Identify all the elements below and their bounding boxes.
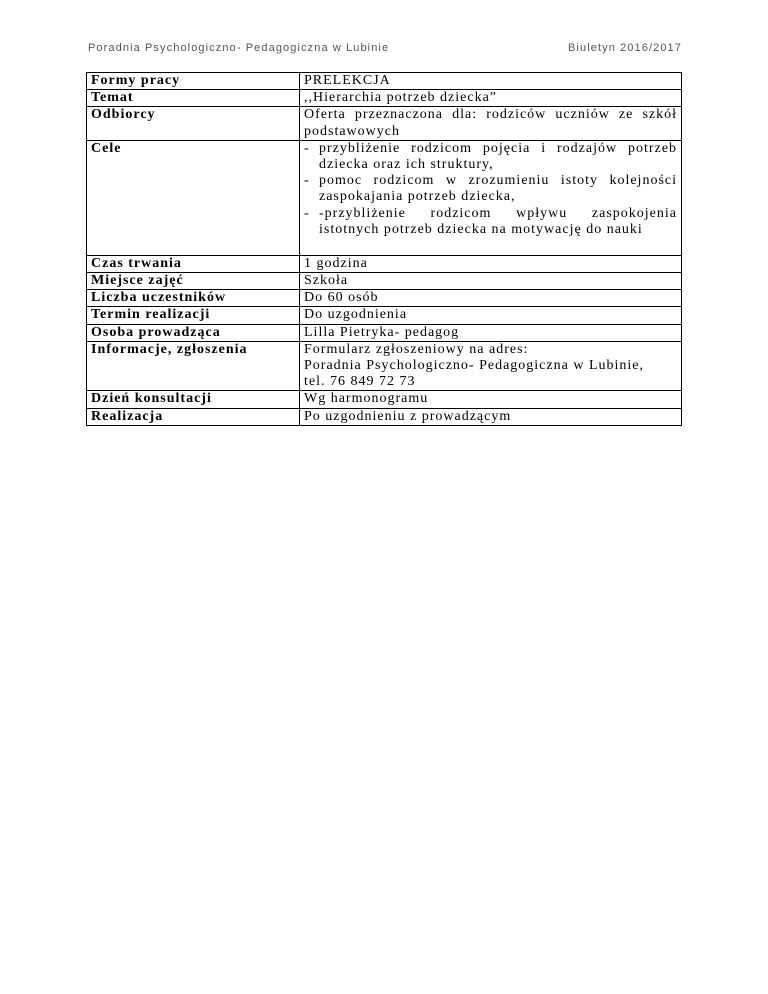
row-lead	[87, 324, 682, 341]
info-line-address: Poradnia Psychologiczno- Pedagogiczna w Lubinie,	[304, 358, 644, 374]
goal-bullet: -	[304, 205, 310, 221]
label-forms: Formy pracy	[87, 73, 300, 90]
header-institution: Poradnia Psychologiczno- Pedagogiczna w Lubinie	[88, 42, 390, 54]
row-realization	[87, 408, 682, 425]
row-audience	[87, 107, 682, 140]
value-realization: Po uzgodnieniu z prowadzącym	[300, 408, 682, 425]
label-lead: Osoba prowadząca	[87, 324, 300, 341]
goal-item	[304, 141, 677, 173]
label-duration: Czas trwania	[87, 255, 300, 272]
info-line-phone: tel. 76 849 72 73	[304, 374, 416, 390]
goal-text: pomoc rodzicom w zrozumieniu istoty kolejności zaspokajania potrzeb dziecka,	[319, 173, 677, 205]
value-consult: Wg harmonogramu	[300, 391, 682, 408]
row-participants	[87, 290, 682, 307]
goal-bullet: -	[304, 173, 310, 189]
value-place: Szkoła	[300, 273, 682, 290]
value-topic: ,,Hierarchia potrzeb dziecka”	[300, 90, 682, 107]
value-forms: PRELEKCJA	[300, 73, 682, 90]
goals-list	[304, 141, 677, 238]
value-audience: Oferta przeznaczona dla: rodziców uczniów ze szkół podstawowych	[300, 107, 682, 140]
row-duration	[87, 255, 682, 272]
row-forms	[87, 73, 682, 90]
row-info	[87, 341, 682, 391]
header-bulletin: Biuletyn 2016/2017	[568, 42, 682, 54]
goal-text: -przybliżenie rodzicom wpływu zaspokojenia istotnych potrzeb dziecka na motywację do nauki	[319, 205, 677, 237]
goal-item	[304, 173, 677, 205]
label-realization: Realizacja	[87, 408, 300, 425]
goal-item	[304, 206, 677, 238]
row-place	[87, 273, 682, 290]
row-goals	[87, 140, 682, 255]
offer-table	[86, 72, 682, 426]
goal-bullet: -	[304, 140, 310, 156]
value-deadline: Do uzgodnienia	[300, 307, 682, 324]
label-info: Informacje, zgłoszenia	[87, 341, 300, 391]
label-deadline: Termin realizacji	[87, 307, 300, 324]
label-consult: Dzień konsultacji	[87, 391, 300, 408]
label-topic: Temat	[87, 90, 300, 107]
row-deadline	[87, 307, 682, 324]
label-participants: Liczba uczestników	[87, 290, 300, 307]
info-line-form: Formularz zgłoszeniowy na adres:	[304, 341, 529, 357]
value-duration: 1 godzina	[300, 255, 682, 272]
row-consult	[87, 391, 682, 408]
label-place: Miejsce zajęć	[87, 273, 300, 290]
row-topic	[87, 90, 682, 107]
label-goals: Cele	[87, 140, 300, 255]
value-lead: Lilla Pietryka- pedagog	[300, 324, 682, 341]
label-audience: Odbiorcy	[87, 107, 300, 140]
value-participants: Do 60 osób	[300, 290, 682, 307]
value-info	[300, 341, 682, 391]
goal-text: przybliżenie rodzicom pojęcia i rodzajów potrzeb dziecka oraz ich struktury,	[319, 140, 677, 173]
value-goals	[300, 140, 682, 255]
